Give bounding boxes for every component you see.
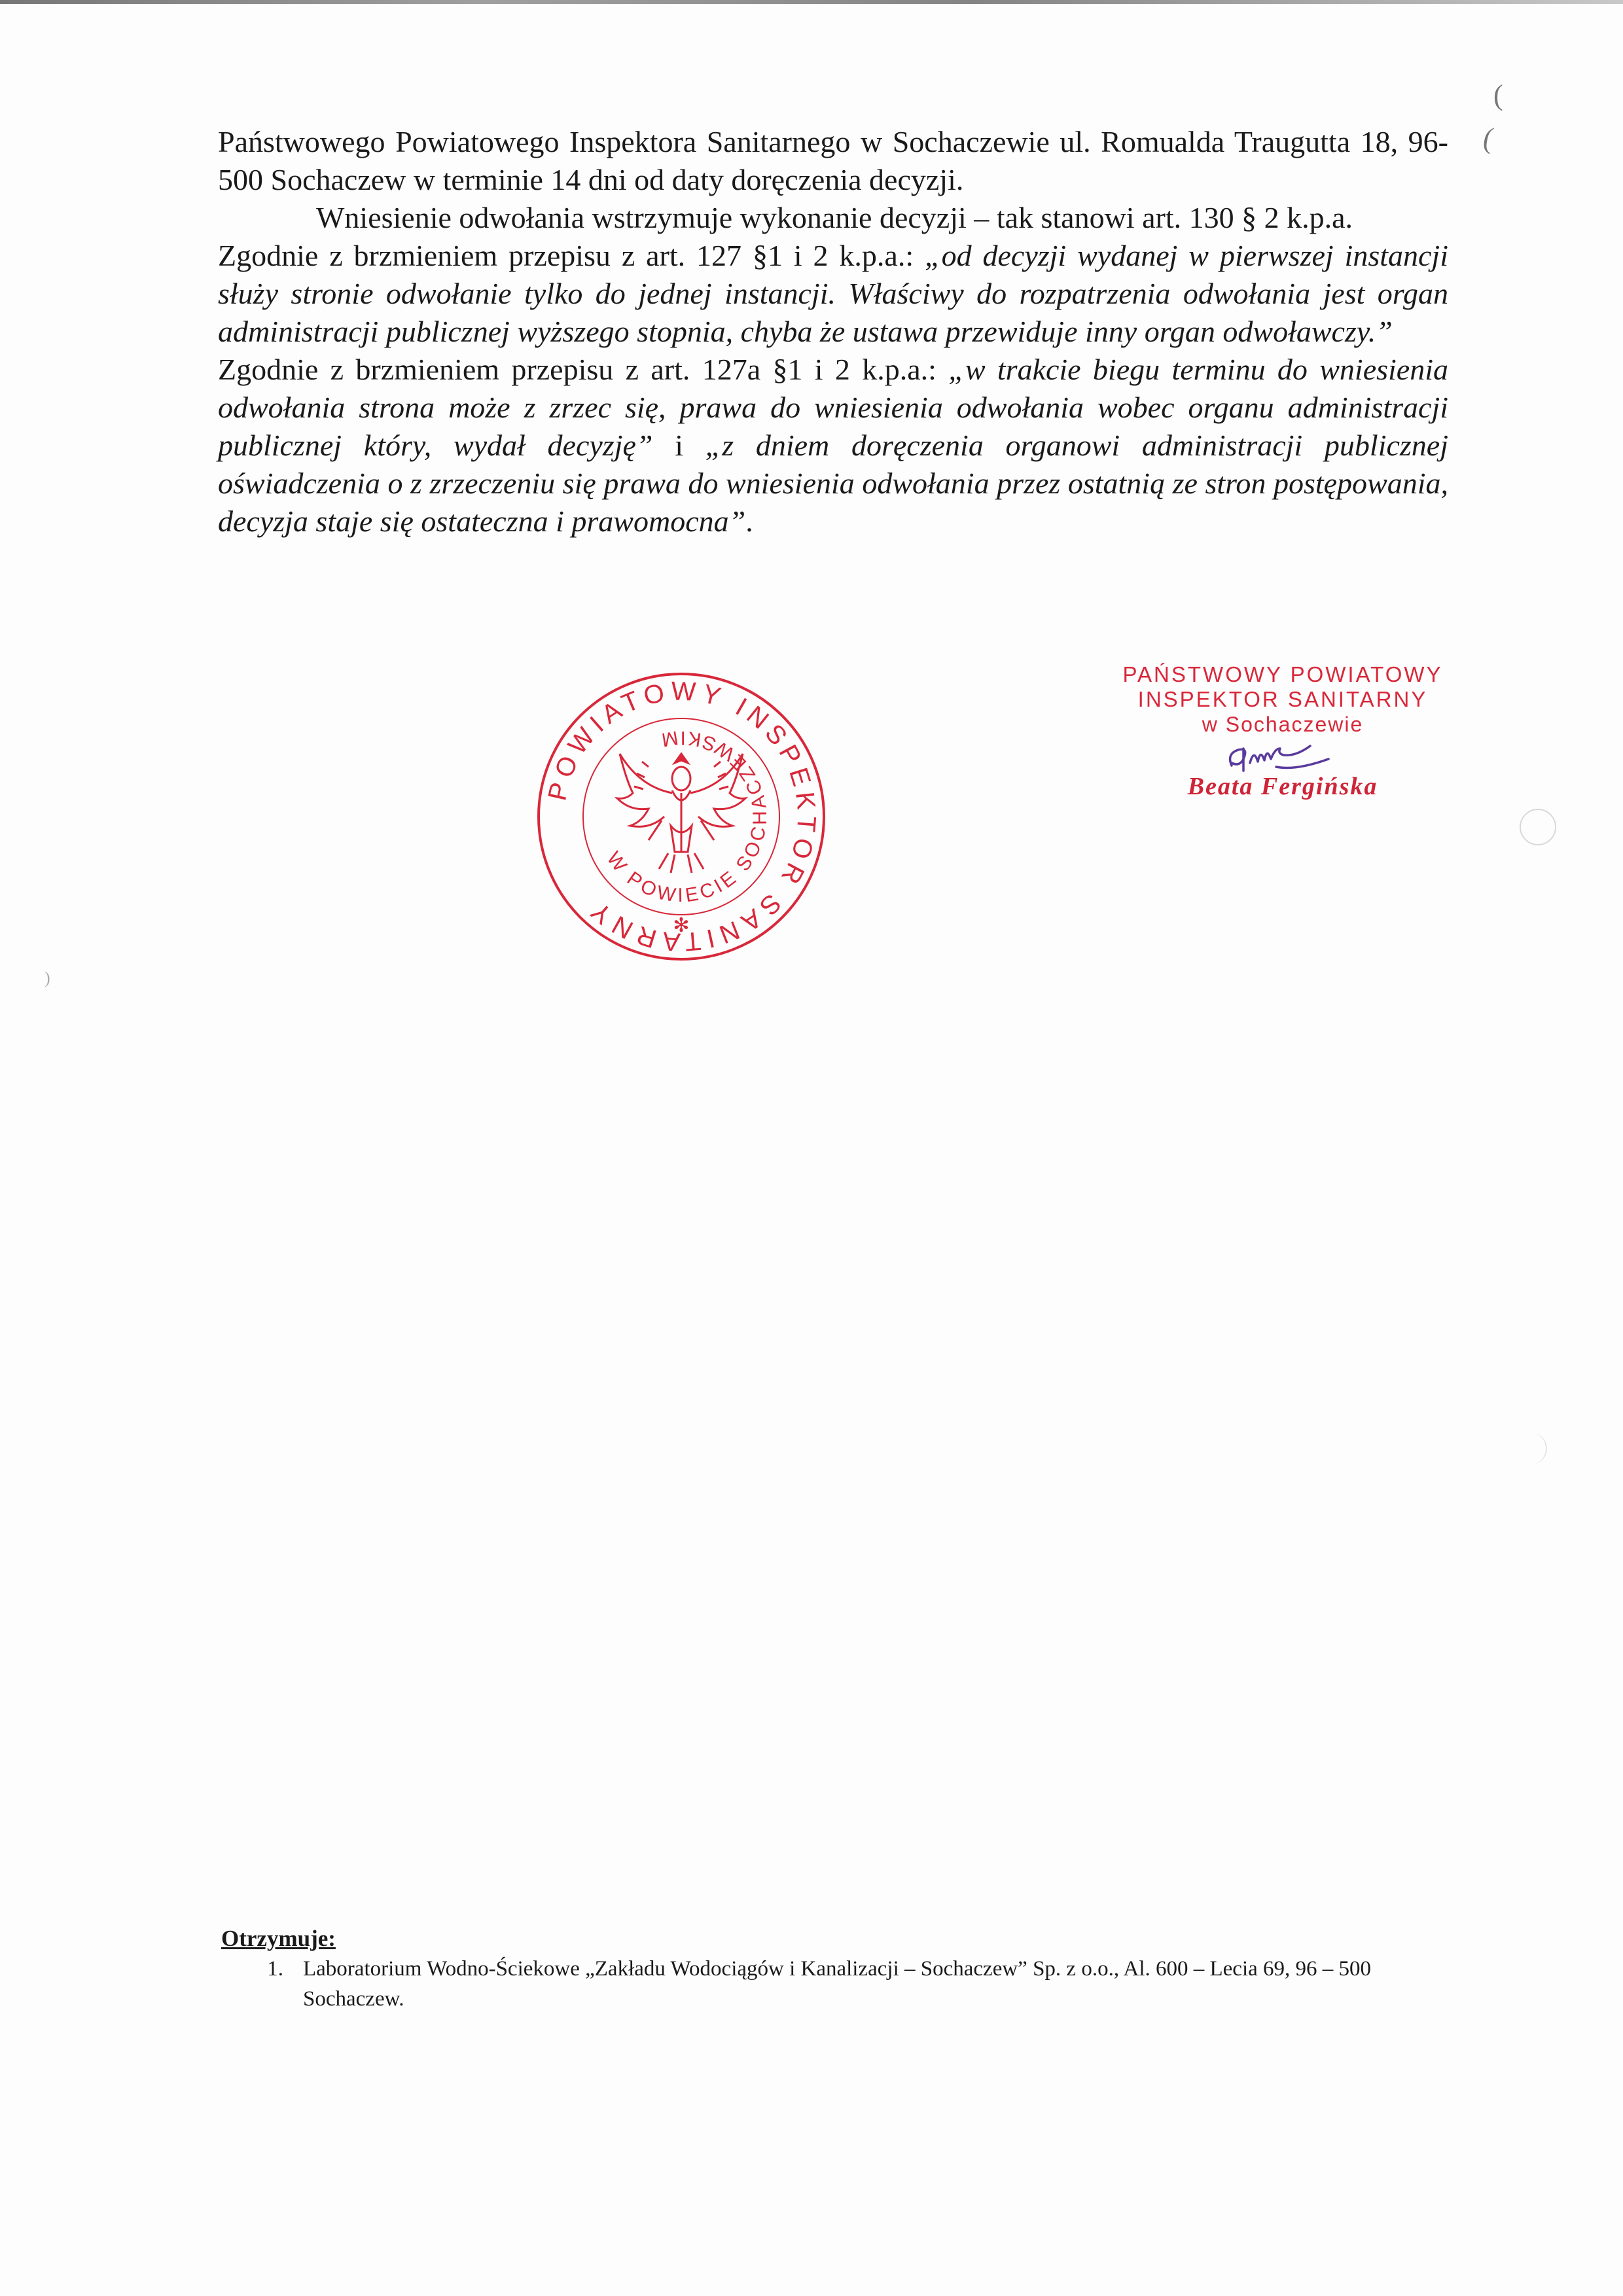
paragraph-appeal-suspension: Wniesienie odwołania wstrzymuje wykonanie decyzji – tak stanowi art. 130 § 2 k.p.a. (316, 201, 1353, 234)
official-round-stamp (533, 669, 829, 964)
stamp-ring-text: POWIATOWY INSPEKTOR SANITARNY (543, 677, 821, 957)
recipients-heading: Otrzymuje: (221, 1926, 336, 1951)
recipients-list (221, 1954, 1465, 2014)
art-127-quote: „od decyzji wydanej w pierwszej instancji służy stronie odwołanie tylko do jednej instancji. Właściwy do rozpatrzenia odwołania jest organ administracji publicznej wyższego stopnia, chyba że ustawa przewiduje inny organ odwoławczy.” (218, 239, 1448, 348)
paragraph-art-127a (218, 351, 1448, 540)
paragraph-appeal-address: Państwowego Powiatowego Inspektora Sanitarnego w Sochaczewie ul. Romualda Traugutta 18, 96-500 Sochaczew w terminie 14 dni od daty doręczenia decyzji. (218, 125, 1448, 196)
body-text (218, 123, 1448, 540)
art-127a-quote-1: „w trakcie biegu terminu do wniesienia odwołania strona może z zrzec się, prawa do wniesienia odwołania wobec organu administracji publicznej który, wydał decyzję” (218, 353, 1448, 462)
recipients-section (221, 1924, 1465, 2014)
margin-mark-second: ( (1483, 122, 1493, 154)
signatory-name: Beata Fergińska (1187, 773, 1378, 800)
handwritten-signature (1217, 737, 1348, 775)
list-item (221, 1954, 1465, 2014)
art-127a-end: . (745, 504, 753, 538)
stamp-graphic (533, 669, 829, 964)
art-127a-quote-2: „z dniem doręczenia organowi administracji publicznej oświadczenia o z zrzeczeniu się prawa do wniesienia odwołania przez ostatnią ze stron postępowania, decyzja staje się ostateczna i prawomocna” (218, 429, 1448, 538)
recipient-number: 1. (267, 1957, 283, 1981)
recipient-text: Laboratorium Wodno-Ściekowe „Zakładu Wodociągów i Kanalizacji – Sochaczew” Sp. z o.o., Al. 600 – Lecia 69, 96 – 500 Sochaczew. (303, 1957, 1372, 2011)
art-127a-connector: i (652, 429, 705, 462)
stamp-star-icon: ✻ (673, 914, 690, 937)
paragraph-art-127 (218, 237, 1448, 351)
art-127-intro: Zgodnie z brzmieniem przepisu z art. 127 §1 i 2 k.p.a.: (218, 239, 925, 272)
stamp-inner-text: W POWIECIE SOCHACZEWSKIM (602, 726, 772, 907)
eagle-emblem-icon (617, 754, 745, 873)
signature-title-line1: PAŃSTWOWY POWIATOWY (1122, 662, 1443, 686)
art-127a-intro: Zgodnie z brzmieniem przepisu z art. 127a §1 i 2 k.p.a.: (218, 353, 949, 386)
margin-mark-top: ( (1493, 79, 1503, 111)
scan-top-edge (0, 0, 1623, 4)
signature-stamp-block (1086, 662, 1479, 801)
punch-hole-mark-lower (1530, 1433, 1547, 1464)
margin-mark-left: ) (45, 968, 50, 987)
signature-location: w Sochaczewie (1202, 713, 1364, 736)
punch-hole-mark (1520, 809, 1556, 845)
signature-title-line2: INSPEKTOR SANITARNY (1137, 687, 1428, 711)
